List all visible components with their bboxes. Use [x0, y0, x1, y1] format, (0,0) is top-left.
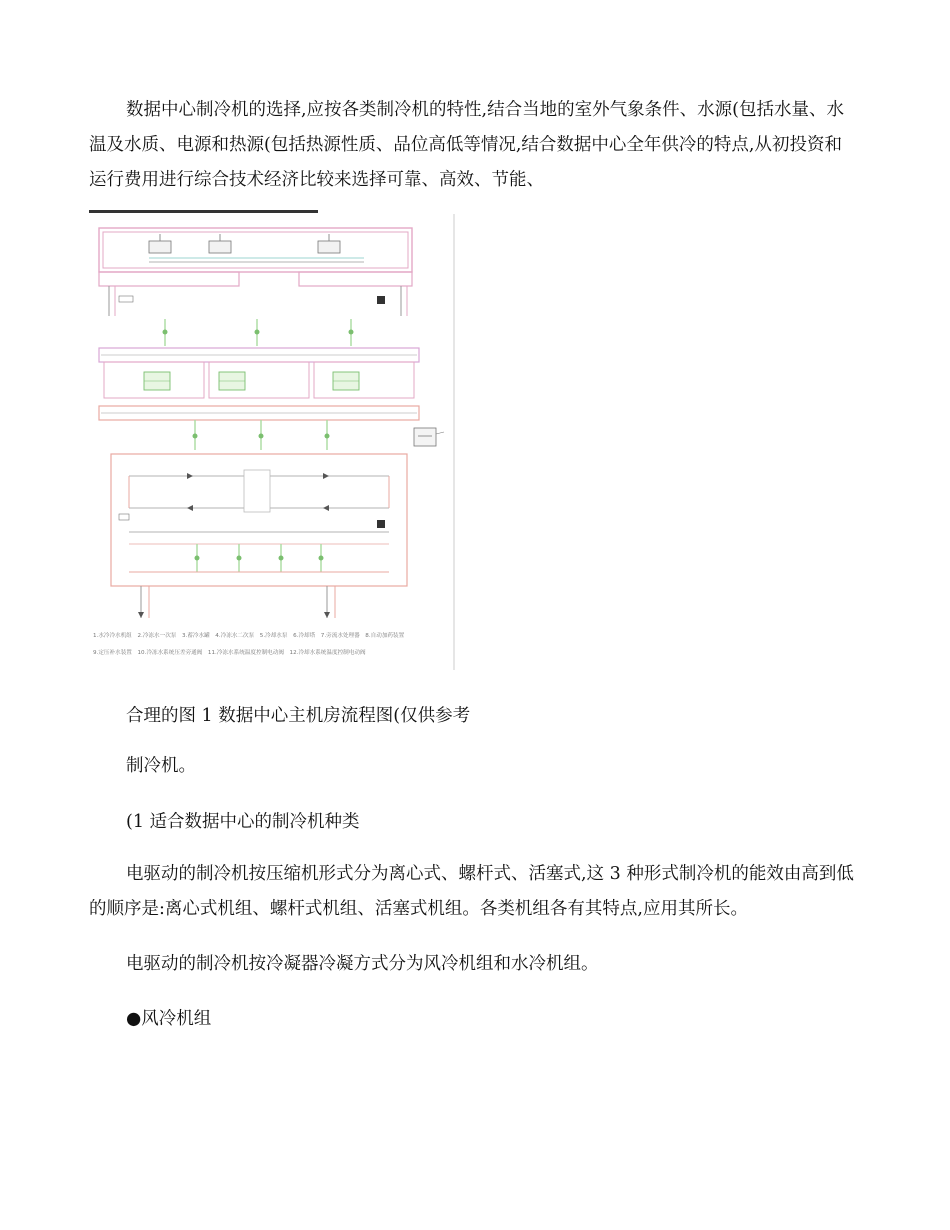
figure-legend-line-1: 1.水冷冷水机组 2.冷冻水一次泵 3.蓄冷水罐 4.冷冻水二次泵 5.冷却水泵 6.冷却塔 7.旁流水处理器 8.自动加药装置 — [93, 633, 405, 639]
paragraph-condenser-types: 电驱动的制冷机按冷凝器冷凝方式分为风冷机组和水冷机组。 — [126, 954, 599, 974]
flow-diagram-svg — [89, 214, 455, 670]
paragraph-chiller: 制冷机。 — [126, 756, 196, 776]
storage-tank — [244, 470, 270, 512]
figure-top-rule — [89, 210, 318, 213]
paragraph-chiller-selection: 数据中心制冷机的选择,应按各类制冷机的特性,结合当地的室外气象条件、水源(包括水量、水温及水质、电源和热源(包括热源性质、品位高低等情况,结合数据中心全年供冷的特点,从初投资和运行费用进行综合技术经济比较来选择可靠、高效、节能、 — [89, 100, 844, 190]
paragraph-compressor-types: 电驱动的制冷机按压缩机形式分为离心式、螺杆式、活塞式,这 3 种形式制冷机的能效由高到低的顺序是:离心式机组、螺杆式机组、活塞式机组。各类机组各有其特点,应用其所长。 — [89, 864, 854, 919]
bullet-air-cooled: ●风冷机组 — [126, 1009, 212, 1029]
figure-flow-diagram — [89, 214, 455, 670]
figure-legend-line-2: 9.定压补水装置 10.冷冻水系统压差旁通阀 11.冷冻水系统温度控制电动阀 12.冷却水系统温度控制电动阀 — [93, 650, 366, 656]
section-heading-chiller-types: (1 适合数据中心的制冷机种类 — [126, 812, 360, 832]
figure-caption: 合理的图 1 数据中心主机房流程图(仅供参考 — [126, 706, 471, 726]
